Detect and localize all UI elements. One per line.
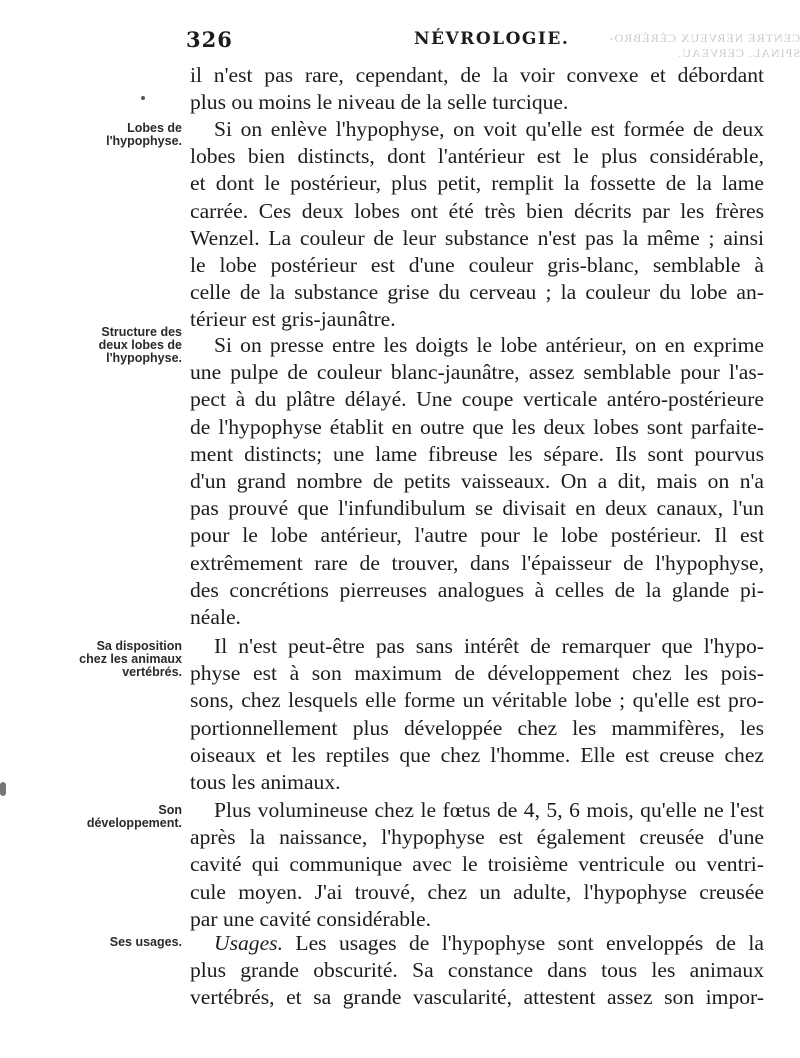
- text-line: plus grande obscurité. Sa constance dans tous les animaux: [190, 958, 764, 983]
- text-line: oiseaux et les reptiles que chez l'homme. Elle est creuse chez: [190, 742, 764, 767]
- text-line: Plus volumineuse chez le fœtus de 4, 5, 6 mois, qu'elle ne l'est: [214, 798, 764, 822]
- text-line: tous les animaux.: [190, 769, 341, 794]
- text-line: pect à du plâtre délayé. Une coupe verticale antéro-postérieure: [190, 387, 764, 412]
- paragraph-continuation: [190, 62, 764, 116]
- text-line: néale.: [190, 604, 241, 629]
- text-line: Wenzel. La couleur de leur substance n'est pas la même ; ainsi: [190, 225, 764, 250]
- text-line: [190, 930, 764, 957]
- text-line: térieur est gris-jaunâtre.: [190, 307, 396, 332]
- text-line: carrée. Ces deux lobes ont été très bien décrits par les frères: [190, 198, 764, 223]
- paragraph-structure: [190, 332, 764, 631]
- paragraph-developpement: [190, 797, 764, 933]
- text-line: il n'est pas rare, cependant, de la voir convexe et débordant: [190, 63, 764, 87]
- text-line: Il n'est peut-être pas sans intérêt de remarquer que l'hypo-: [214, 634, 764, 658]
- text-line: Si on presse entre les doigts le lobe antérieur, on en exprime: [214, 333, 764, 357]
- scan-edge-mark: [0, 782, 6, 796]
- text-line: des concrétions pierreuses analogues à celles de la glande pi-: [190, 577, 764, 602]
- text-line: sons, chez lesquels elle forme un véritable lobe ; qu'elle est pro-: [190, 688, 764, 713]
- text-line: vertébrés, et sa grande vascularité, attestent assez son impor-: [190, 985, 764, 1010]
- text-line: après la naissance, l'hypophyse est également creusée d'une: [190, 825, 764, 850]
- text-line: le lobe postérieur est d'une couleur gris-blanc, semblable à: [190, 252, 764, 277]
- bleed-through-header: CENTRE NERVEUX CÉRÉBRO-SPINAL. CERVEAU.: [608, 31, 800, 60]
- page-number: 326: [186, 27, 233, 52]
- text-line: et dont le postérieur, plus petit, remplit la fossette de la lame: [190, 171, 764, 196]
- text-line: celle de la substance grise du cerveau ; la couleur du lobe an-: [190, 280, 764, 305]
- text-line: une pulpe de couleur blanc-jaunâtre, assez semblable pour l'as-: [190, 360, 764, 385]
- text-line: ment distincts; une lame fibreuse les sépare. Ils sont pourvus: [190, 441, 764, 466]
- section-title-usages: Usages.: [214, 931, 283, 955]
- paragraph-disposition: [190, 633, 764, 796]
- text-line: pour le lobe antérieur, l'autre pour le lobe postérieur. Il est: [190, 523, 764, 548]
- text-line: plus ou moins le niveau de la selle turcique.: [190, 90, 569, 115]
- text-line: lobes bien distincts, dont l'antérieur est le plus considérable,: [190, 144, 764, 169]
- paragraph-lobes: [190, 116, 764, 334]
- text-line: extrêmement rare de trouver, dans l'épaisseur de l'hypophyse,: [190, 550, 764, 575]
- margin-note-lobes: Lobes de l'hypophyse.: [106, 121, 182, 148]
- page-header: [0, 27, 800, 60]
- text-line: d'un grand nombre de petits vaisseaux. On a dit, mais on n'a: [190, 468, 764, 493]
- text-line: physe est à son maximum de développement chez les pois-: [190, 661, 764, 686]
- text-line: Si on enlève l'hypophyse, on voit qu'elle est formée de deux: [214, 117, 764, 141]
- margin-note-developpement: Son développement.: [86, 803, 182, 830]
- text-line: pas prouvé que l'infundibulum se divisait en deux canaux, l'un: [190, 496, 764, 521]
- text-line: portionnellement plus développée chez les mammifères, les: [190, 715, 764, 740]
- paragraph-usages: [190, 930, 764, 1012]
- text-line-remainder: Les usages de l'hypophyse sont enveloppés de la: [282, 931, 764, 955]
- text-line: par une cavité considérable.: [190, 906, 432, 931]
- scan-speck: [141, 96, 145, 100]
- text-line: de l'hypophyse établit en outre que les deux lobes sont parfaite-: [190, 414, 764, 439]
- margin-note-structure: Structure des deux lobes de l'hypophyse.: [98, 325, 182, 365]
- text-line: cule moyen. J'ai trouvé, chez un adulte, l'hypophyse creusée: [190, 879, 764, 904]
- margin-note-usages: Ses usages.: [109, 935, 182, 949]
- text-line: cavité qui communique avec le troisième ventricule ou ventri-: [190, 852, 764, 877]
- margin-note-disposition: Sa disposition chez les animaux vertébrés.: [79, 639, 182, 679]
- running-title: NÉVROLOGIE.: [414, 29, 570, 49]
